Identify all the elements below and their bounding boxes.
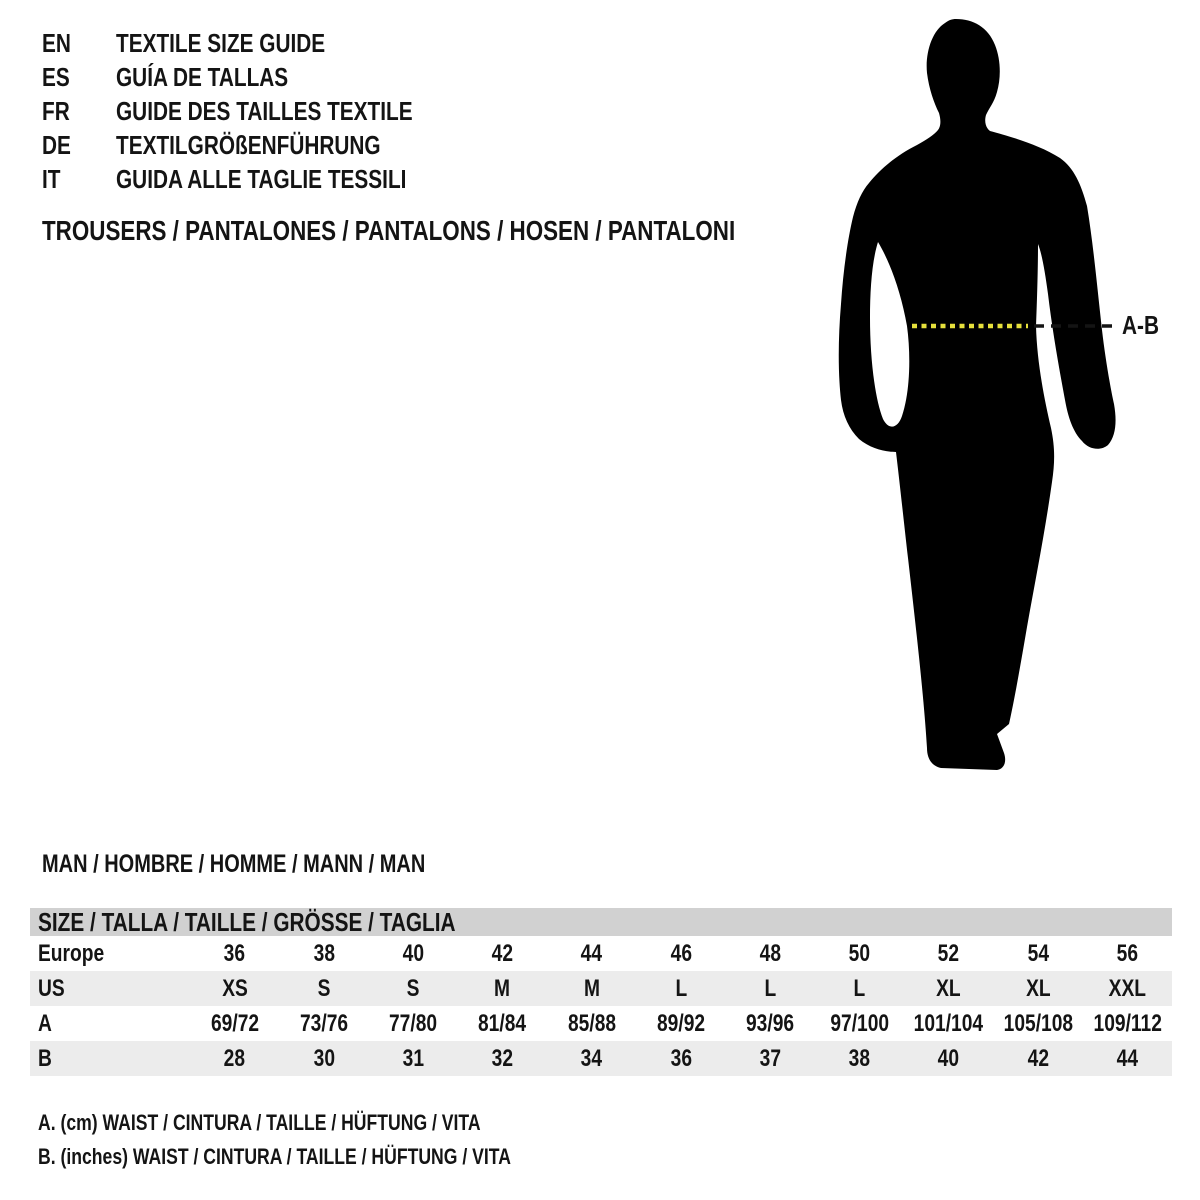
size-cell: 36: [223, 939, 246, 967]
size-cell: 54: [1027, 939, 1049, 967]
size-cell: 36: [670, 1044, 692, 1072]
measurement-footnotes: [38, 1106, 629, 1174]
size-cell: S: [406, 974, 420, 1002]
measure-label-ab: A-B: [1122, 310, 1159, 340]
table-row-europe: [30, 936, 1172, 971]
size-cell: 73/76: [299, 1009, 348, 1037]
man-silhouette: [836, 14, 1122, 774]
language-code: ES: [42, 62, 70, 92]
language-code: IT: [42, 164, 61, 194]
size-cell: 105/108: [1003, 1009, 1073, 1037]
size-cell: 85/88: [567, 1009, 616, 1037]
size-cell: 40: [938, 1044, 960, 1072]
size-cell: 69/72: [210, 1009, 259, 1037]
language-code: FR: [42, 96, 70, 126]
size-cell: 52: [938, 939, 960, 967]
row-label: A: [38, 1009, 52, 1037]
gender-title: MAN / HOMBRE / HOMME / MANN / MAN: [42, 850, 426, 878]
size-cell: XS: [221, 974, 248, 1002]
category-title: TROUSERS / PANTALONES / PANTALONS / HOSEN / PANTALONI: [42, 215, 736, 246]
language-code: DE: [42, 130, 71, 160]
language-title: GUIDE DES TAILLES TEXTILE: [116, 96, 413, 126]
table-row-b-inches: [30, 1041, 1172, 1076]
size-cell: 48: [759, 939, 781, 967]
size-cell: 44: [581, 939, 603, 967]
size-cell: XL: [936, 974, 962, 1002]
language-title: GUÍA DE TALLAS: [116, 62, 289, 92]
size-cell: 42: [1027, 1044, 1049, 1072]
size-cell: S: [317, 974, 331, 1002]
table-row-a-cm: [30, 1006, 1172, 1041]
size-cell: L: [853, 974, 866, 1002]
size-cell: 46: [670, 939, 692, 967]
size-cell: 89/92: [656, 1009, 705, 1037]
language-title: TEXTILE SIZE GUIDE: [116, 28, 326, 58]
language-title: GUIDA ALLE TAGLIE TESSILI: [116, 164, 407, 194]
size-cell: 81/84: [478, 1009, 527, 1037]
footnote-a: A. (cm) WAIST / CINTURA / TAILLE / HÜFTUNG / VITA: [38, 1110, 481, 1135]
size-cell: 34: [581, 1044, 603, 1072]
size-cell: 77/80: [389, 1009, 438, 1037]
size-cell: 101/104: [914, 1009, 984, 1037]
table-row-us: [30, 971, 1172, 1006]
size-cell: XXL: [1108, 974, 1147, 1002]
size-cell: 56: [1116, 939, 1139, 967]
size-cell: 42: [491, 939, 514, 967]
size-cell: 38: [313, 939, 335, 967]
row-label: Europe: [38, 939, 105, 967]
size-cell: L: [675, 974, 687, 1002]
size-cell: 109/112: [1093, 1009, 1162, 1037]
size-cell: 32: [491, 1044, 514, 1072]
size-cell: 28: [223, 1044, 246, 1072]
language-code: EN: [42, 28, 71, 58]
size-cell: 97/100: [830, 1009, 889, 1037]
size-cell: 93/96: [746, 1009, 795, 1037]
size-cell: 40: [402, 939, 424, 967]
language-title: TEXTILGRÖßENFÜHRUNG: [116, 130, 381, 160]
footnote-b: B. (inches) WAIST / CINTURA / TAILLE / HÜFTUNG / VITA: [38, 1144, 511, 1169]
size-cell: 44: [1116, 1044, 1139, 1072]
size-cell: XL: [1025, 974, 1051, 1002]
size-cell: M: [494, 974, 511, 1002]
size-cell: 50: [848, 939, 871, 967]
row-label: B: [38, 1044, 52, 1072]
size-table: [30, 936, 1172, 1076]
size-cell: M: [583, 974, 600, 1002]
size-cell: 37: [759, 1044, 781, 1072]
size-cell: 31: [402, 1044, 424, 1072]
size-cell: 30: [313, 1044, 335, 1072]
size-table-header: SIZE / TALLA / TAILLE / GRÖSSE / TAGLIA: [30, 908, 1172, 936]
silhouette-shape: [839, 19, 1116, 770]
row-label: US: [38, 974, 65, 1002]
size-cell: L: [764, 974, 777, 1002]
size-cell: 38: [848, 1044, 871, 1072]
